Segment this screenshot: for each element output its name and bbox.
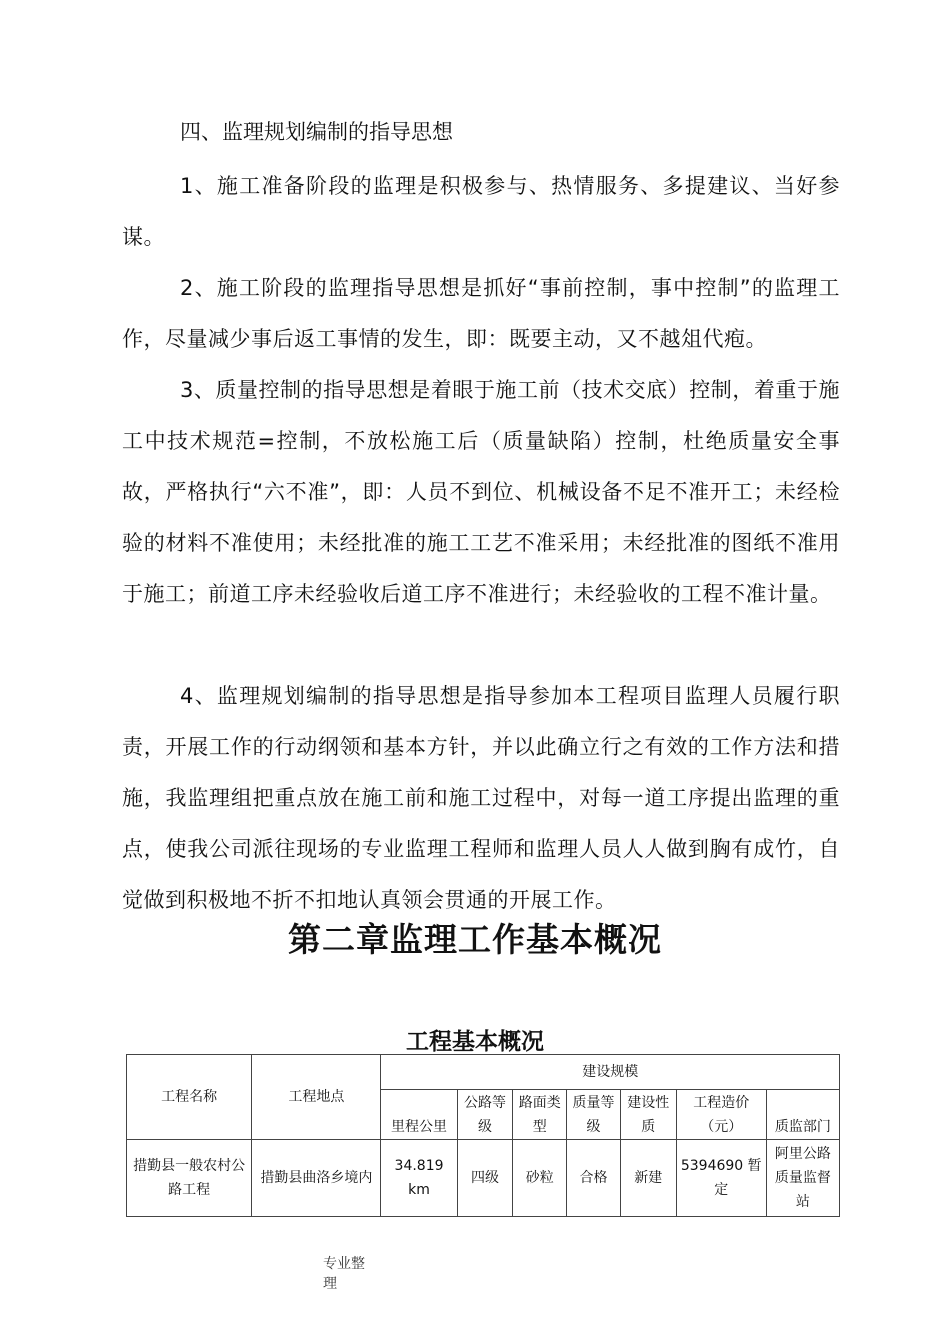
cell-project-site: 措勤县曲洛乡境内	[252, 1140, 381, 1217]
table-header-row-1	[127, 1055, 840, 1090]
header-cost: 工程造价（元）	[676, 1090, 766, 1140]
header-quality-grade: 质量等级	[567, 1090, 621, 1140]
header-mileage: 里程公里	[381, 1090, 457, 1140]
paragraph-1: 1、施工准备阶段的监理是积极参与、热情服务、多提建议、当好参谋。	[122, 174, 840, 249]
table-row	[127, 1140, 840, 1217]
paragraph-3: 3、质量控制的指导思想是着眼于施工前（技术交底）控制，着重于施工中技术规范=控制，不放松施工后（质量缺陷）控制，杜绝质量安全事故，严格执行“六不准”，即：人员不到位、机械设备不足不准开工；未经检验的材料不准使用；未经批准的施工工艺不准采用；未经批准的图纸不准用于施工；前道工序未经验收后道工序不准进行；未经验收的工程不准计量。	[122, 378, 840, 606]
paragraph-2: 2、施工阶段的监理指导思想是抓好“事前控制，事中控制”的监理工作，尽量减少事后返工事情的发生，即：既要主动，又不越俎代疱。	[122, 276, 840, 351]
header-supervision-dept: 质监部门	[766, 1090, 839, 1140]
cell-supervision-dept: 阿里公路质量监督站	[766, 1140, 839, 1217]
header-construction-nature: 建设性质	[620, 1090, 676, 1140]
header-road-grade: 公路等级	[457, 1090, 513, 1140]
cell-surface-type: 砂粒	[513, 1140, 567, 1217]
chapter-title: 第二章监理工作基本概况	[288, 920, 662, 959]
cell-quality-grade: 合格	[567, 1140, 621, 1217]
cell-road-grade: 四级	[457, 1140, 513, 1217]
section-heading: 四、监理规划编制的指导思想	[180, 120, 453, 144]
header-scale-group: 建设规模	[381, 1055, 840, 1090]
cell-construction-nature: 新建	[620, 1140, 676, 1217]
header-project-site: 工程地点	[252, 1055, 381, 1140]
project-overview-table	[126, 1054, 840, 1217]
paragraph-4: 4、监理规划编制的指导思想是指导参加本工程项目监理人员履行职责，开展工作的行动纲领和基本方针，并以此确立行之有效的工作方法和措施，我监理组把重点放在施工前和施工过程中，对每一道工序提出监理的重点，使我公司派往现场的专业监理工程师和监理人员人人做到胸有成竹，自觉做到积极地不折不扣地认真领会贯通的开展工作。	[122, 684, 840, 912]
footer-note: 专业整理	[323, 1256, 365, 1292]
table-title: 工程基本概况	[406, 1029, 544, 1055]
cell-mileage: 34.819 km	[381, 1140, 457, 1217]
header-surface-type: 路面类型	[513, 1090, 567, 1140]
cell-cost: 5394690 暂定	[676, 1140, 766, 1217]
cell-project-name: 措勤县一般农村公路工程	[127, 1140, 252, 1217]
header-project-name: 工程名称	[127, 1055, 252, 1140]
